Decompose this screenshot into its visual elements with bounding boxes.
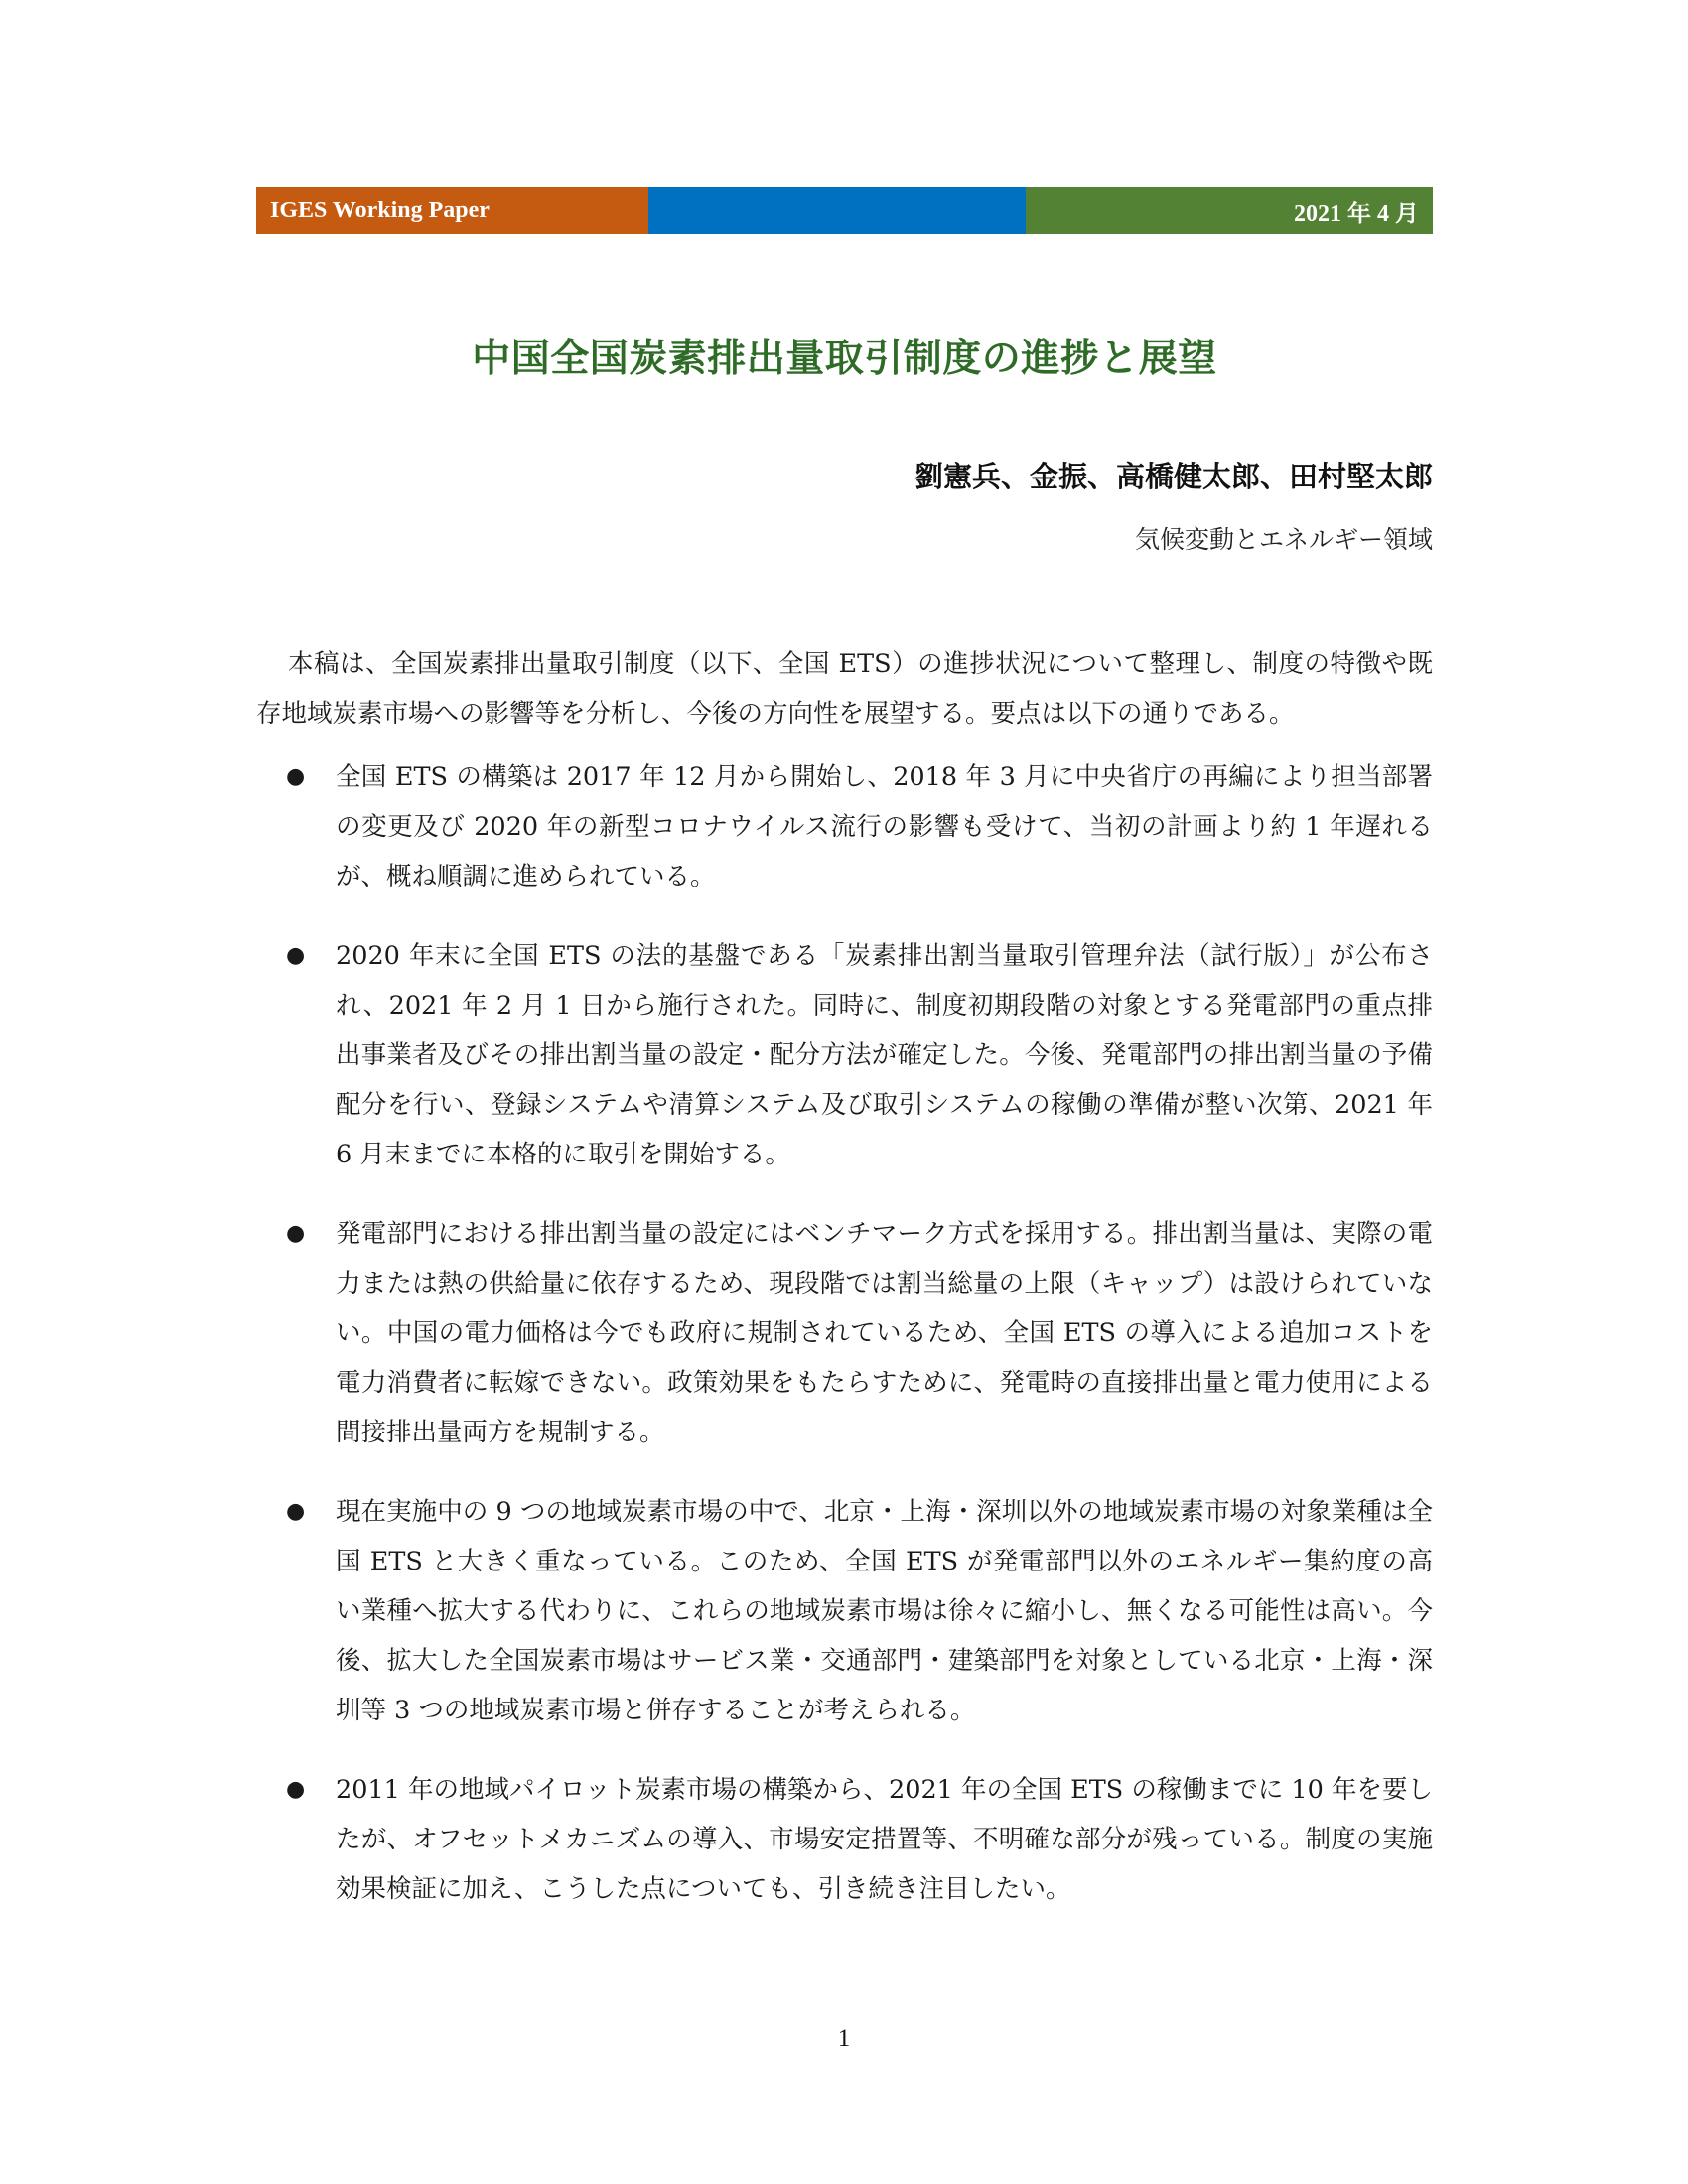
summary-body — [256, 639, 1433, 1944]
publication-date: 2021 年 4 月 — [1294, 201, 1419, 227]
header-blue-segment — [648, 187, 1026, 234]
key-point — [256, 1487, 1433, 1735]
bullet-icon: ● — [286, 1221, 306, 1246]
key-point — [256, 931, 1433, 1179]
affiliation: 気候変動とエネルギー領域 — [1134, 525, 1433, 554]
bullet-icon: ● — [286, 1499, 306, 1524]
key-point-text: 全国 ETS の構築は 2017 年 12 月から開始し、2018 年 3 月に中央省庁の再編により担当部署の変更及び 2020 年の新型コロナウイルス流行の影響も受けて、当初の計画より約 1 年遅れるが、概ね順調に進められている。 — [336, 762, 1433, 891]
key-point — [256, 1209, 1433, 1457]
bullet-icon: ● — [286, 1777, 306, 1802]
header-bar — [256, 187, 1433, 234]
intro-paragraph: 本稿は、全国炭素排出量取引制度（以下、全国 ETS）の進捗状況について整理し、制度の特徴や既存地域炭素市場への影響等を分析し、今後の方向性を展望する。要点は以下の通りである。 — [256, 649, 1433, 729]
page-number: 1 — [837, 2025, 851, 2052]
key-point — [256, 752, 1433, 901]
key-point — [256, 1765, 1433, 1914]
key-points-list — [256, 752, 1433, 1914]
series-label: IGES Working Paper — [270, 197, 490, 223]
header-green-segment — [1026, 187, 1433, 234]
key-point-text: 発電部門における排出割当量の設定にはベンチマーク方式を採用する。排出割当量は、実際の電力または熱の供給量に依存するため、現段階では割当総量の上限（キャップ）は設けられていない。中国の電力価格は今でも政府に規制されているため、全国 ETS の導入による追加コストを電力消費者に転嫁できない。政策効果をもたらすために、発電時の直接排出量と電力使用による間接排出量両方を規制する。 — [336, 1219, 1433, 1447]
key-point-text: 2020 年末に全国 ETS の法的基盤である「炭素排出割当量取引管理弁法（試行版）」が公布され、2021 年 2 月 1 日から施行された。同時に、制度初期段階の対象とする発電部門の重点排出事業者及びその排出割当量の設定・配分方法が確定した。今後、発電部門の排出割当量の予備配分を行い、登録システムや清算システム及び取引システムの稼働の準備が整い次第、2021 年 6 月末までに本格的に取引を開始する。 — [336, 941, 1433, 1169]
authors: 劉憲兵、金振、高橋健太郎、田村堅太郎 — [914, 460, 1433, 493]
key-point-text: 2011 年の地域パイロット炭素市場の構築から、2021 年の全国 ETS の稼働までに 10 年を要したが、オフセットメカニズムの導入、市場安定措置等、不明確な部分が残っている。制度の実施効果検証に加え、こうした点についても、引き続き注目したい。 — [336, 1775, 1433, 1904]
bullet-icon: ● — [286, 764, 306, 789]
key-point-text: 現在実施中の 9 つの地域炭素市場の中で、北京・上海・深圳以外の地域炭素市場の対象業種は全国 ETS と大きく重なっている。このため、全国 ETS が発電部門以外のエネルギー集約度の高い業種へ拡大する代わりに、これらの地域炭素市場は徐々に縮小し、無くなる可能性は高い。今後、拡大した全国炭素市場はサービス業・交通部門・建築部門を対象としている北京・上海・深圳等 3 つの地域炭素市場と併存することが考えられる。 — [336, 1497, 1433, 1725]
paper-title: 中国全国炭素排出量取引制度の進捗と展望 — [472, 337, 1217, 381]
bullet-icon: ● — [286, 943, 306, 968]
header-orange-segment — [256, 187, 648, 234]
